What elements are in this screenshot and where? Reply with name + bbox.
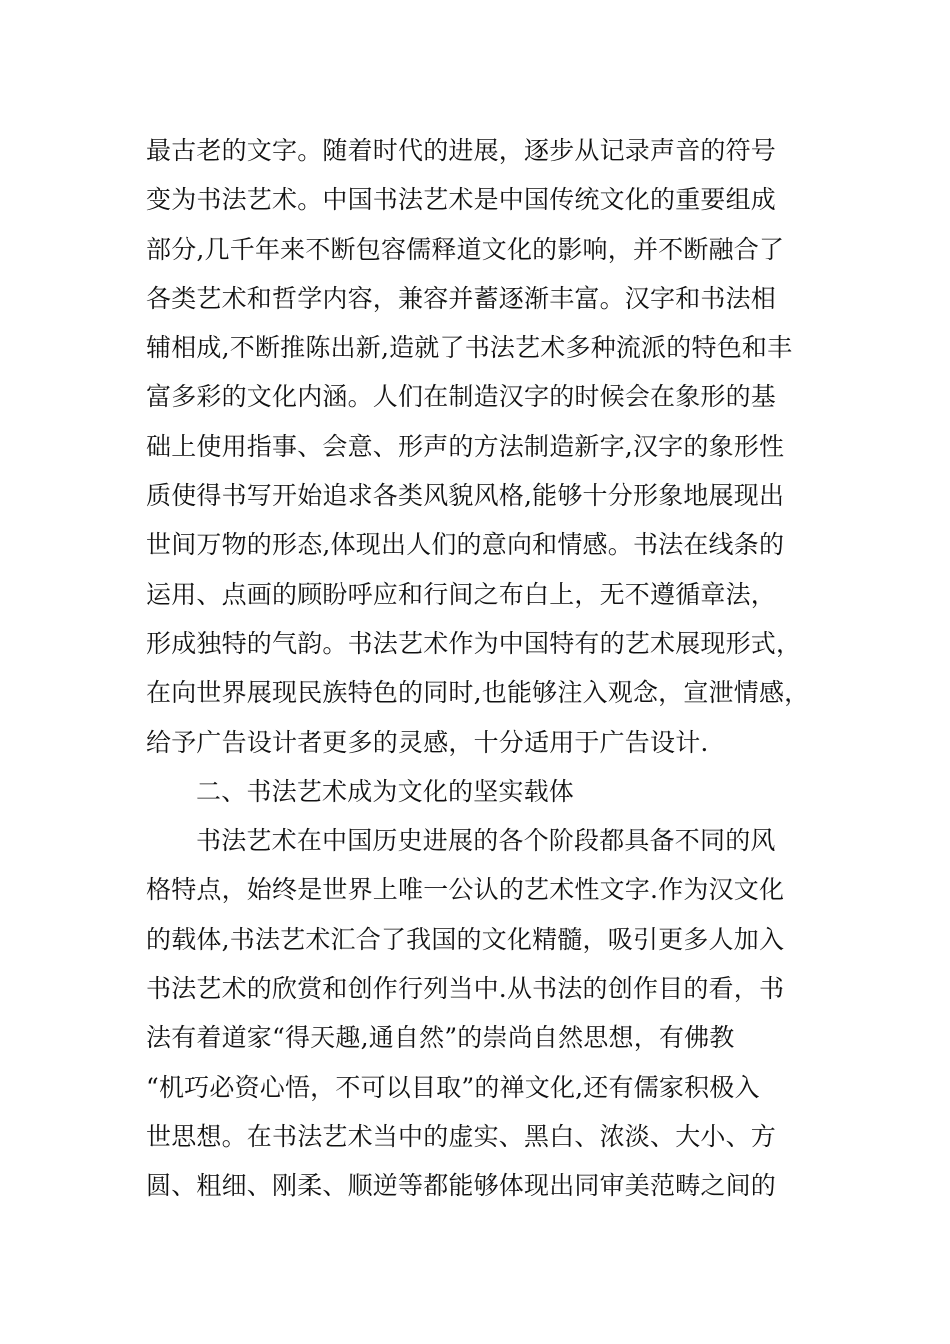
text-line: 形成独特的气韵。书法艺术作为中国特有的艺术展现形式， [146, 628, 802, 658]
text-line: 部分,几千年来不断包容儒释道文化的影响，并不断融合了 [146, 234, 785, 264]
text-line: 书法艺术的欣赏和创作行列当中.从书法的创作目的看，书 [146, 974, 785, 1004]
paragraph-first-line: 书法艺术在中国历史进展的各个阶段都具备不同的风 [196, 826, 776, 856]
text-line: 在向世界展现民族特色的同时,也能够注入观念，宣泄情感， [146, 678, 810, 708]
text-line: 富多彩的文化内涵。人们在制造汉字的时候会在象形的基 [146, 382, 777, 412]
text-line: 础上使用指事、会意、形声的方法制造新字,汉字的象形性 [146, 431, 785, 461]
text-line: 世间万物的形态,体现出人们的意向和情感。书法在线条的 [146, 530, 785, 560]
text-line: 最古老的文字。随着时代的进展，逐步从记录声音的符号 [146, 136, 777, 165]
text-line: 运用、点画的顾盼呼应和行间之布白上，无不遵循章法， [146, 579, 777, 609]
text-line: 格特点，始终是世界上唯一公认的艺术性文字.作为汉文化 [146, 875, 785, 905]
section-heading: 二、书法艺术成为文化的坚实载体 [196, 776, 575, 806]
text-line: 辅相成,不断推陈出新,造就了书法艺术多种流派的特色和丰 [146, 333, 793, 363]
text-line: 给予广告设计者更多的灵感，十分适用于广告设计. [146, 727, 709, 757]
text-line: 各类艺术和哲学内容，兼容并蓄逐渐丰富。汉字和书法相 [146, 283, 777, 313]
text-line: “机巧必资心悟，不可以目取”的禅文化,还有儒家积极入 [146, 1072, 760, 1102]
text-line: 变为书法艺术。中国书法艺术是中国传统文化的重要组成 [146, 185, 777, 215]
text-line: 世思想。在书法艺术当中的虚实、黑白、浓淡、大小、方 [146, 1121, 777, 1151]
text-line: 质使得书写开始追求各类风貌风格,能够十分形象地展现出 [146, 481, 785, 511]
text-line: 法有着道家“得天趣,通自然”的崇尚自然思想，有佛教 [146, 1023, 735, 1053]
text-line: 圆、粗细、刚柔、顺逆等都能够体现出同审美范畴之间的 [146, 1171, 777, 1201]
text-line: 的载体,书法艺术汇合了我国的文化精髓，吸引更多人加入 [146, 924, 785, 954]
body-text [146, 126, 810, 1211]
